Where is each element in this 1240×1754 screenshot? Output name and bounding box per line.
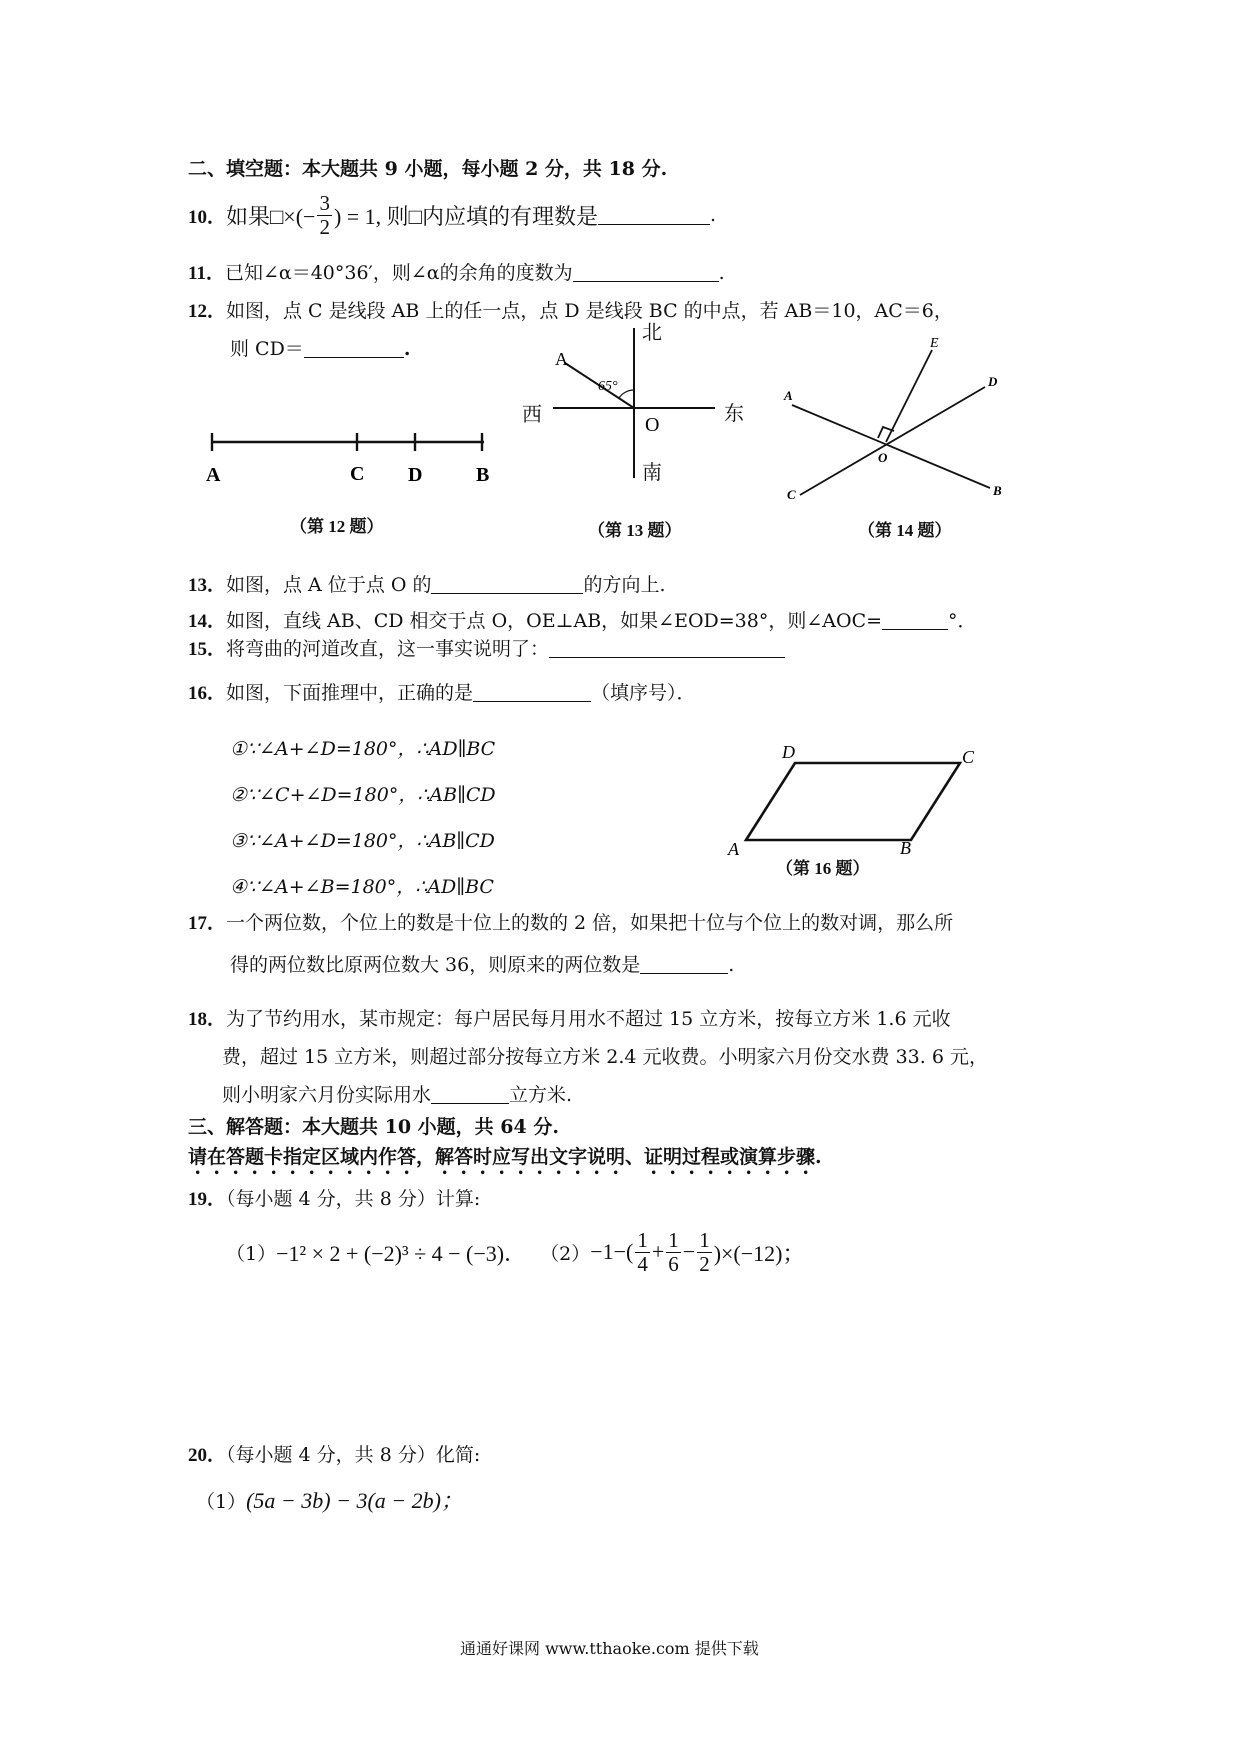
- q18-line1: 为了节约用水，某市规定：每户居民每月用水不超过 15 立方米，按每立方米 1.6 元收: [226, 1008, 951, 1030]
- q17-end: .: [728, 954, 735, 976]
- q19-text: （每小题 4 分，共 8 分）计算:: [226, 1188, 481, 1210]
- point-label-c: C: [350, 463, 365, 485]
- question-18-line3: [222, 1080, 572, 1107]
- answer-blank[interactable]: [431, 573, 583, 594]
- answer-blank[interactable]: [549, 637, 785, 658]
- question-14: [188, 606, 977, 633]
- answer-blank[interactable]: [304, 337, 404, 358]
- question-number: 13．: [188, 575, 227, 596]
- answer-blank[interactable]: [473, 681, 591, 702]
- q12-end: .: [403, 338, 411, 360]
- question-number: 14．: [188, 611, 227, 632]
- question-16: [188, 678, 696, 705]
- q19-part1-expression: −1² × 2 + (−2)³ ÷ 4 − (−3)．: [276, 1240, 527, 1266]
- q10-pre: 如果□×(−: [226, 203, 316, 229]
- page-footer: 通通好课网 www.tthaoke.com 提供下载: [460, 1639, 759, 1658]
- section-note: 请在答题卡指定区域内作答，解答时应写出文字说明、证明过程或演算步骤.: [188, 1146, 822, 1168]
- question-18-line2: 费，超过 15 立方米，则超过部分按每立方米 2.4 元收费。小明家六月份交水费 33. 6 元，: [222, 1046, 988, 1068]
- question-number: 19．: [188, 1189, 227, 1210]
- q16-option-3: ③∵∠A+∠D=180°，∴AB∥CD: [230, 830, 495, 852]
- question-number: 17．: [188, 913, 227, 934]
- figure-14-caption: （第 14 题）: [858, 521, 952, 540]
- q19-part2-post: )×(−12)；: [713, 1240, 805, 1266]
- q13-end: 的方向上.: [583, 574, 666, 596]
- q16-option-4: ④∵∠A+∠B=180°，∴AD∥BC: [230, 876, 494, 898]
- point-label-d: D: [408, 464, 423, 486]
- question-19-parts: （1） −1² × 2 + (−2)³ ÷ 4 − (−3)． （2） −1−( $\frac{1}{4}$ + $\frac{1}{6}$ − $\frac{1}{2}$ )×(−12)；: [226, 1228, 805, 1276]
- q17-line1: 一个两位数，个位上的数是十位上的数的 2 倍，如果把十位与个位上的数对调，那么所: [226, 912, 954, 934]
- point-label-o: O: [878, 450, 888, 465]
- angle-label: 65°: [598, 379, 618, 394]
- point-label-b: B: [993, 483, 1002, 498]
- question-number: 10．: [188, 206, 227, 228]
- figure-13-compass: [510, 318, 760, 488]
- question-19: [188, 1184, 480, 1211]
- compass-west: 西: [522, 402, 542, 426]
- point-label-a: A: [784, 388, 793, 403]
- q16-option-1: ①∵∠A+∠D=180°，∴AD∥BC: [230, 738, 496, 760]
- q12-line1: 如图，点 C 是线段 AB 上的任一点，点 D 是线段 BC 的中点，若 AB＝10，AC＝6，: [226, 300, 953, 322]
- q15-text: 将弯曲的河道改直，这一事实说明了：: [226, 638, 550, 660]
- figure-16-caption: （第 16 题）: [776, 859, 870, 878]
- q17-line2: 得的两位数比原两位数大 36，则原来的两位数是: [230, 954, 641, 976]
- q13-text: 如图，点 A 位于点 O 的: [226, 574, 432, 596]
- question-10: [188, 186, 716, 244]
- figure-16-parallelogram: [720, 736, 990, 856]
- answer-blank[interactable]: [882, 609, 948, 630]
- question-13: [188, 570, 666, 597]
- vertex-label-d: D: [782, 742, 795, 762]
- figure-12-caption: （第 12 题）: [290, 517, 384, 536]
- answer-blank[interactable]: [431, 1083, 509, 1104]
- question-12-line2: [230, 334, 410, 361]
- q14-end: °．: [948, 610, 977, 632]
- q10-end: .: [709, 204, 717, 226]
- compass-south: 南: [642, 460, 662, 484]
- q10-fraction: $\frac{3}{2}$: [319, 191, 330, 239]
- fraction-one-sixth: $\frac{1}{6}$: [668, 1228, 679, 1276]
- section-title-fill-in: 二、填空题：本大题共 9 小题，每小题 2 分，共 18 分.: [188, 158, 668, 180]
- compass-north: 北: [642, 320, 662, 344]
- figure-14-intersecting-lines: [770, 330, 1020, 500]
- point-label-o: O: [645, 414, 660, 436]
- point-label-b: B: [476, 464, 490, 486]
- question-number: 16．: [188, 683, 227, 704]
- question-number: 20．: [188, 1445, 227, 1466]
- question-11: [188, 258, 725, 285]
- q20-part1-expression: (5a − 3b) − 3(a − 2b)；: [246, 1488, 463, 1513]
- point-label-a: A: [206, 464, 221, 486]
- q12-line2: 则 CD＝: [230, 338, 304, 360]
- q16-text: 如图，下面推理中，正确的是: [226, 682, 474, 704]
- figure-13-caption: （第 13 题）: [588, 521, 682, 540]
- answer-blank[interactable]: [573, 261, 719, 282]
- question-number: 18．: [188, 1009, 227, 1030]
- answer-blank[interactable]: [598, 205, 710, 226]
- q19-part2-pre: −1−(: [590, 1239, 634, 1264]
- q14-text: 如图，直线 AB、CD 相交于点 O，OE⊥AB，如果∠EOD=38°，则∠AOC=: [226, 610, 883, 632]
- q19-part2-label: （2）: [540, 1242, 591, 1265]
- question-15: [188, 634, 785, 661]
- fraction-one-half: $\frac{1}{2}$: [699, 1228, 710, 1276]
- question-20-part1: [196, 1484, 463, 1515]
- q16-option-2: ②∵∠C+∠D=180°，∴AB∥CD: [230, 784, 496, 806]
- vertex-label-c: C: [962, 747, 975, 767]
- question-number: 12．: [188, 301, 227, 322]
- vertex-label-a: A: [728, 839, 739, 856]
- question-20: [188, 1440, 480, 1467]
- question-number: 15．: [188, 639, 227, 660]
- q10-post: ) = 1, 则□内应填的有理数是: [333, 203, 598, 229]
- question-number: 11．: [188, 263, 225, 284]
- figure-12-line-segment: [200, 420, 500, 490]
- question-18: [188, 1004, 951, 1031]
- q20-part1-label: （1）: [196, 1491, 247, 1513]
- point-label-e: E: [930, 336, 939, 351]
- fraction-one-quarter: $\frac{1}{4}$: [637, 1228, 648, 1276]
- point-label-c: C: [787, 487, 796, 500]
- vertex-label-b: B: [900, 838, 911, 856]
- answer-blank[interactable]: [640, 953, 728, 974]
- q19-part1-label: （1）: [226, 1242, 277, 1265]
- q20-text: （每小题 4 分，共 8 分）化简:: [226, 1444, 481, 1466]
- compass-east: 东: [724, 401, 744, 425]
- q18-line3: 则小明家六月份实际用水: [222, 1084, 432, 1106]
- question-17: [188, 908, 953, 935]
- q11-text: 已知∠α＝40°36′，则∠α的余角的度数为: [224, 262, 573, 284]
- section-title-solutions: 三、解答题：本大题共 10 小题，共 64 分.: [188, 1116, 559, 1138]
- q16-end: （填序号）．: [591, 682, 696, 704]
- q18-end: 立方米.: [509, 1084, 573, 1106]
- q11-end: .: [718, 262, 725, 284]
- point-label-d: D: [988, 374, 998, 389]
- point-label-a: A: [555, 349, 568, 369]
- question-17-line2: [230, 950, 734, 977]
